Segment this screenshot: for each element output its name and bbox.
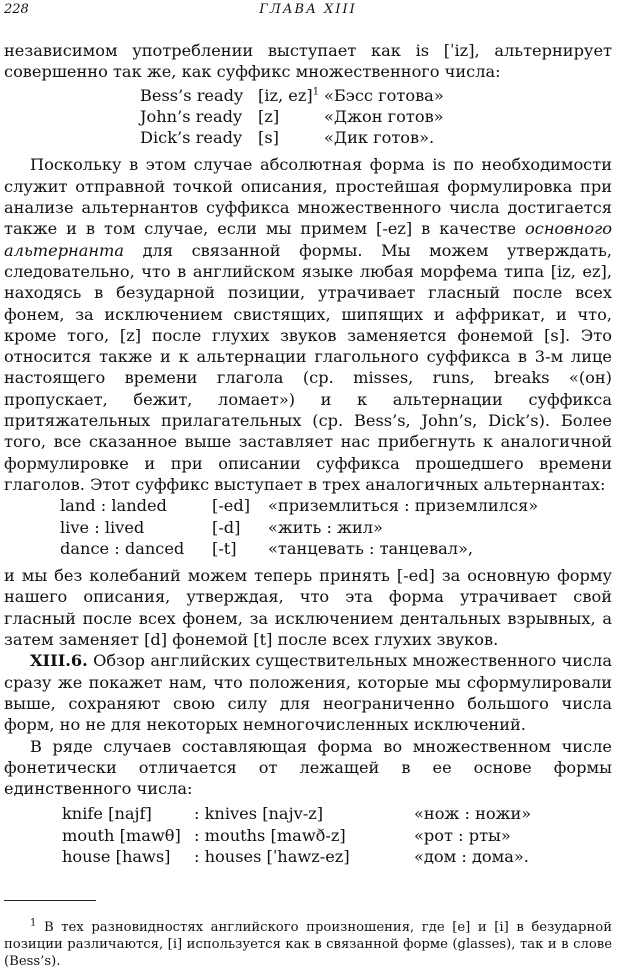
italic-term: основного альтернанта [4,219,612,260]
example-gloss: «приземлиться : приземлился» [268,496,539,516]
paragraph-3: и мы без колебаний можем теперь принять [-ed] за основную форму нашего описания, утверждая, что эта форма утрачивает свой гласный после всех фонем, за исключением дентальных взрывных, а затем заменяет [d] фонемой [t] после всех глухих звуков. [4,566,612,650]
chapter-title: ГЛАВА XIII [259,2,357,17]
noun-examples [4,803,612,867]
footnote-marker: 1 [30,917,37,929]
example-suffix: [-ed] [212,496,251,516]
example-gloss: «Бэсс готова» [324,85,444,105]
example-gloss: «дом : дома». [414,846,529,866]
example-gloss: «танцевать : танцевал», [268,538,474,558]
example-row [60,538,612,559]
example-row [60,495,612,516]
example-plural: : mouths [mawð-z] [194,825,346,845]
example-plural: : knives [najv-z] [194,804,324,824]
example-row [140,127,612,148]
paragraph-4: XIII.6. Обзор английских существительных множественного числа сразу же покажет нам, что положения, которые мы сформулировали выше, сохраняют свою силу для неограниченно большого числа форм, но не для некоторых немногочисленных исключений. [4,651,612,735]
footnote-marker: 1 [312,86,320,98]
footnote: $^1$ В тех разновидностях английского произношения, где [e] и [i] в безударной позиции различаются, [i] используется как в связанной форме (glasses), так и в слове (Bess’s). [4,917,612,970]
page-body [4,40,612,873]
example-row [62,825,612,846]
paragraph-2: Поскольку в этом случае абсолютная форма is по необходимости служит отправной точкой описания, простейшая формулировка при анализе альтернантов суффикса множественного числа достигается также и в том случае, если мы примем [-ez] в качестве основного альтернанта для связанной формы. Мы можем утверждать, следовательно, что в английском языке любая морфема типа [iz, ez], находясь в безударной позиции, утрачивает гласный после всех фонем, за исключением свистящих, шипящих и аффрикат, и что, кроме того, [z] после глухих звуков заменяется фонемой [s]. Это относится также и к альтернации глагольного суффикса в 3-м лице настоящего времени глагола (ср. misses, runs, breaks «(он) пропускает, бежит, ломает») и к альтернации суффикса притяжательных прилагательных (ср. Bess’s, John’s, Dick’s). Более того, все сказанное выше заставляет нас прибегнуть к аналогичной формулировке и при описании суффикса прошедшего времени глаголов. Этот суффикс выступает в трех аналогичных альтернантах: [4,155,612,494]
example-singular: mouth [mawθ] [62,825,181,845]
example-transcription: [z] [258,106,280,126]
paragraph-1: независимом употреблении выступает как is [ˈiz], альтернирует совершенно так же, как суффикс множественного числа: [4,41,612,82]
example-row [140,106,612,127]
example-transcription: [s] [258,128,279,148]
example-form: Dick’s ready [140,128,243,148]
example-pair: live : lived [60,517,145,537]
page-number: 228 [4,2,29,17]
footnote-divider [4,900,96,901]
example-transcription: [iz, ez]$^1$ [258,85,320,105]
example-singular: house [haws] [62,846,171,866]
example-form: Bess’s ready [140,85,244,105]
bess-examples [4,85,612,149]
example-plural: : houses [ˈhawz-ez] [194,846,350,866]
example-form: John’s ready [140,106,243,126]
example-row [62,846,612,867]
example-row [60,517,612,538]
example-gloss: «рот : рты» [414,825,511,845]
example-gloss: «Джон готов» [324,106,444,126]
example-singular: knife [najf] [62,804,152,824]
example-row [62,803,612,824]
example-gloss: «жить : жил» [268,517,383,537]
example-pair: dance : danced [60,538,185,558]
example-suffix: [-t] [212,538,237,558]
section-number: XIII.6. [30,651,88,671]
example-row [140,85,612,106]
running-header [4,2,612,26]
example-gloss: «Дик готов». [324,128,435,148]
verb-examples [4,495,612,559]
example-suffix: [-d] [212,517,241,537]
example-pair: land : landed [60,496,167,516]
example-gloss: «нож : ножи» [414,804,532,824]
paragraph-5: В ряде случаев составляющая форма во множественном числе фонетически отличается от лежащей в ее основе формы единственного числа: [4,736,612,799]
